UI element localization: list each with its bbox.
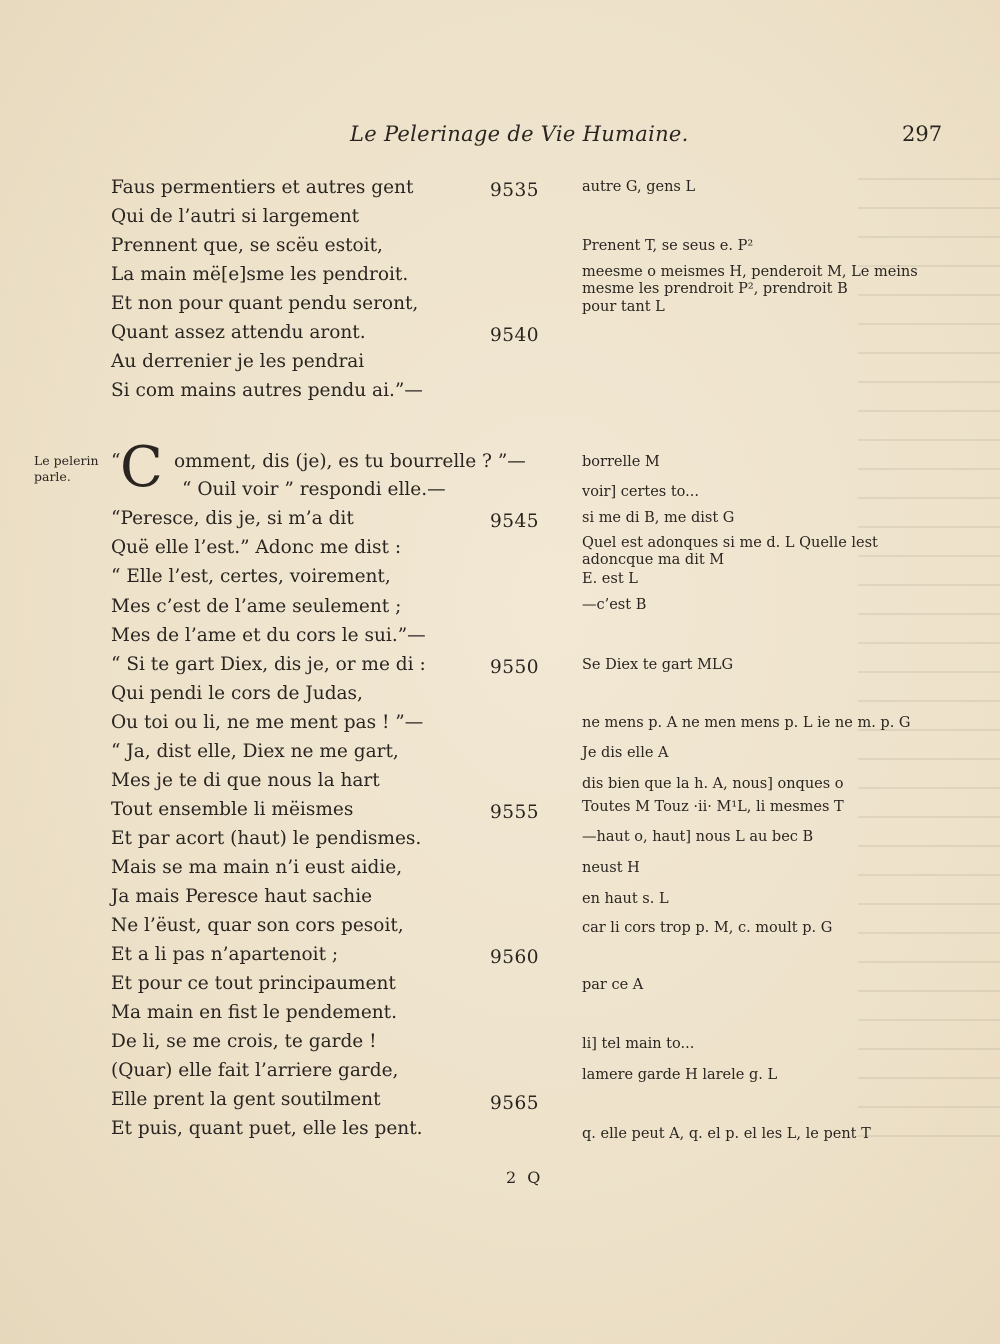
verse-line: Si com mains autres pendu ai.”— xyxy=(111,380,423,401)
verse-line: Prennent que, se scëu estoit, xyxy=(111,235,383,256)
variant-reading: si me di B, me dist G xyxy=(582,510,735,526)
verse-line: De li, se me crois, te garde ! xyxy=(111,1031,377,1052)
verse-line: Quë elle l’est.” Adonc me dist : xyxy=(111,537,402,558)
line-number: 9535 xyxy=(490,180,540,201)
verse-line: Et puis, quant puet, elle les pent. xyxy=(111,1118,423,1139)
verse-line: omment, dis (je), es tu bourrelle ? ”— xyxy=(174,451,526,472)
variant-reading: Je dis elle A xyxy=(582,745,669,761)
verse-line: Qui pendi le cors de Judas, xyxy=(111,683,363,704)
variant-reading: lamere garde H larele g. L xyxy=(582,1067,778,1083)
verse-line: “ Elle l’est, certes, voirement, xyxy=(111,566,391,587)
line-number: 9550 xyxy=(490,657,540,678)
line-number: 9555 xyxy=(490,802,540,823)
variant-reading: meesme o meismes H, penderoit M, Le meins mesme les prendroit P², prendroit B xyxy=(582,264,918,297)
verse-line: La main më[e]sme les pendroit. xyxy=(111,264,409,285)
variant-reading: li] tel main to... xyxy=(582,1036,695,1052)
variant-reading: —haut o, haut] nous L au bec B xyxy=(582,829,814,845)
verse-line: Quant assez attendu aront. xyxy=(111,322,366,343)
variant-reading: pour tant L xyxy=(582,299,665,315)
variant-reading: dis bien que la h. A, nous] onques o xyxy=(582,776,844,792)
line-number: 9540 xyxy=(490,325,540,346)
margin-note: Le pelerin parle. xyxy=(34,453,99,484)
verse-line: Qui de l’autri si largement xyxy=(111,206,360,227)
line-number: 9545 xyxy=(490,511,540,532)
verse-line: Faus permentiers et autres gent xyxy=(111,177,414,198)
variant-reading: en haut s. L xyxy=(582,891,669,907)
variant-reading: Quel est adonques si me d. L Quelle lest adoncque ma dit M xyxy=(582,535,878,568)
verse-line: Ou toi ou li, ne me ment pas ! ”— xyxy=(111,712,424,733)
variant-reading: neust H xyxy=(582,860,640,876)
verse-line: Au derrenier je les pendrai xyxy=(111,351,365,372)
variant-reading: q. elle peut A, q. el p. el les L, le pent T xyxy=(582,1126,871,1142)
verse-line: “ Si te gart Diex, dis je, or me di : xyxy=(111,654,426,675)
verse-line: Et par acort (haut) le pendismes. xyxy=(111,828,422,849)
signature-mark: 2 Q xyxy=(506,1168,544,1187)
verse-line: Et non pour quant pendu seront, xyxy=(111,293,419,314)
variant-reading: Toutes M Touz ·ii· M¹L, li mesmes T xyxy=(582,799,844,815)
variant-reading: ne mens p. A ne men mens p. L ie ne m. p. G xyxy=(582,715,911,731)
variant-reading: voir] certes to... xyxy=(582,484,699,500)
verse-line: Mais se ma main n’i eust aidie, xyxy=(111,857,403,878)
variant-reading: —c’est B xyxy=(582,597,647,613)
variant-reading: E. est L xyxy=(582,571,638,587)
page-number: 297 xyxy=(902,122,943,146)
running-title: Le Pelerinage de Vie Humaine. xyxy=(350,122,689,146)
verse-line: Mes c’est de l’ame seulement ; xyxy=(111,596,402,617)
variant-reading: par ce A xyxy=(582,977,644,993)
variant-reading: borrelle M xyxy=(582,454,660,470)
verse-line: Ma main en fist le pendement. xyxy=(111,1002,397,1023)
verse-line: “ Ouil voir ” respondi elle.— xyxy=(182,479,446,500)
variant-reading: car li cors trop p. M, c. moult p. G xyxy=(582,920,833,936)
verse-line: Elle prent la gent soutilment xyxy=(111,1089,381,1110)
verse-line: Et a li pas n’apartenoit ; xyxy=(111,944,339,965)
variant-reading: Se Diex te gart MLG xyxy=(582,657,734,673)
line-number: 9565 xyxy=(490,1093,540,1114)
show-through-text xyxy=(858,160,1000,1160)
line-number: 9560 xyxy=(490,947,540,968)
verse-line: (Quar) elle fait l’arriere garde, xyxy=(111,1060,399,1081)
drop-cap: C xyxy=(120,435,163,500)
verse-line: Mes de l’ame et du cors le sui.”— xyxy=(111,625,426,646)
verse-line: “ Ja, dist elle, Diex ne me gart, xyxy=(111,741,399,762)
verse-line: Tout ensemble li mëismes xyxy=(111,799,354,820)
verse-line: Ja mais Peresce haut sachie xyxy=(111,886,373,907)
verse-line: “Peresce, dis je, si m’a dit xyxy=(111,508,354,529)
verse-line: Mes je te di que nous la hart xyxy=(111,770,380,791)
variant-reading: autre G, gens L xyxy=(582,179,696,195)
verse-line: Et pour ce tout principaument xyxy=(111,973,396,994)
verse-line: Ne l’ëust, quar son cors pesoit, xyxy=(111,915,404,936)
open-quote: “ xyxy=(111,451,121,472)
variant-reading: Prenent T, se seus e. P² xyxy=(582,238,754,254)
